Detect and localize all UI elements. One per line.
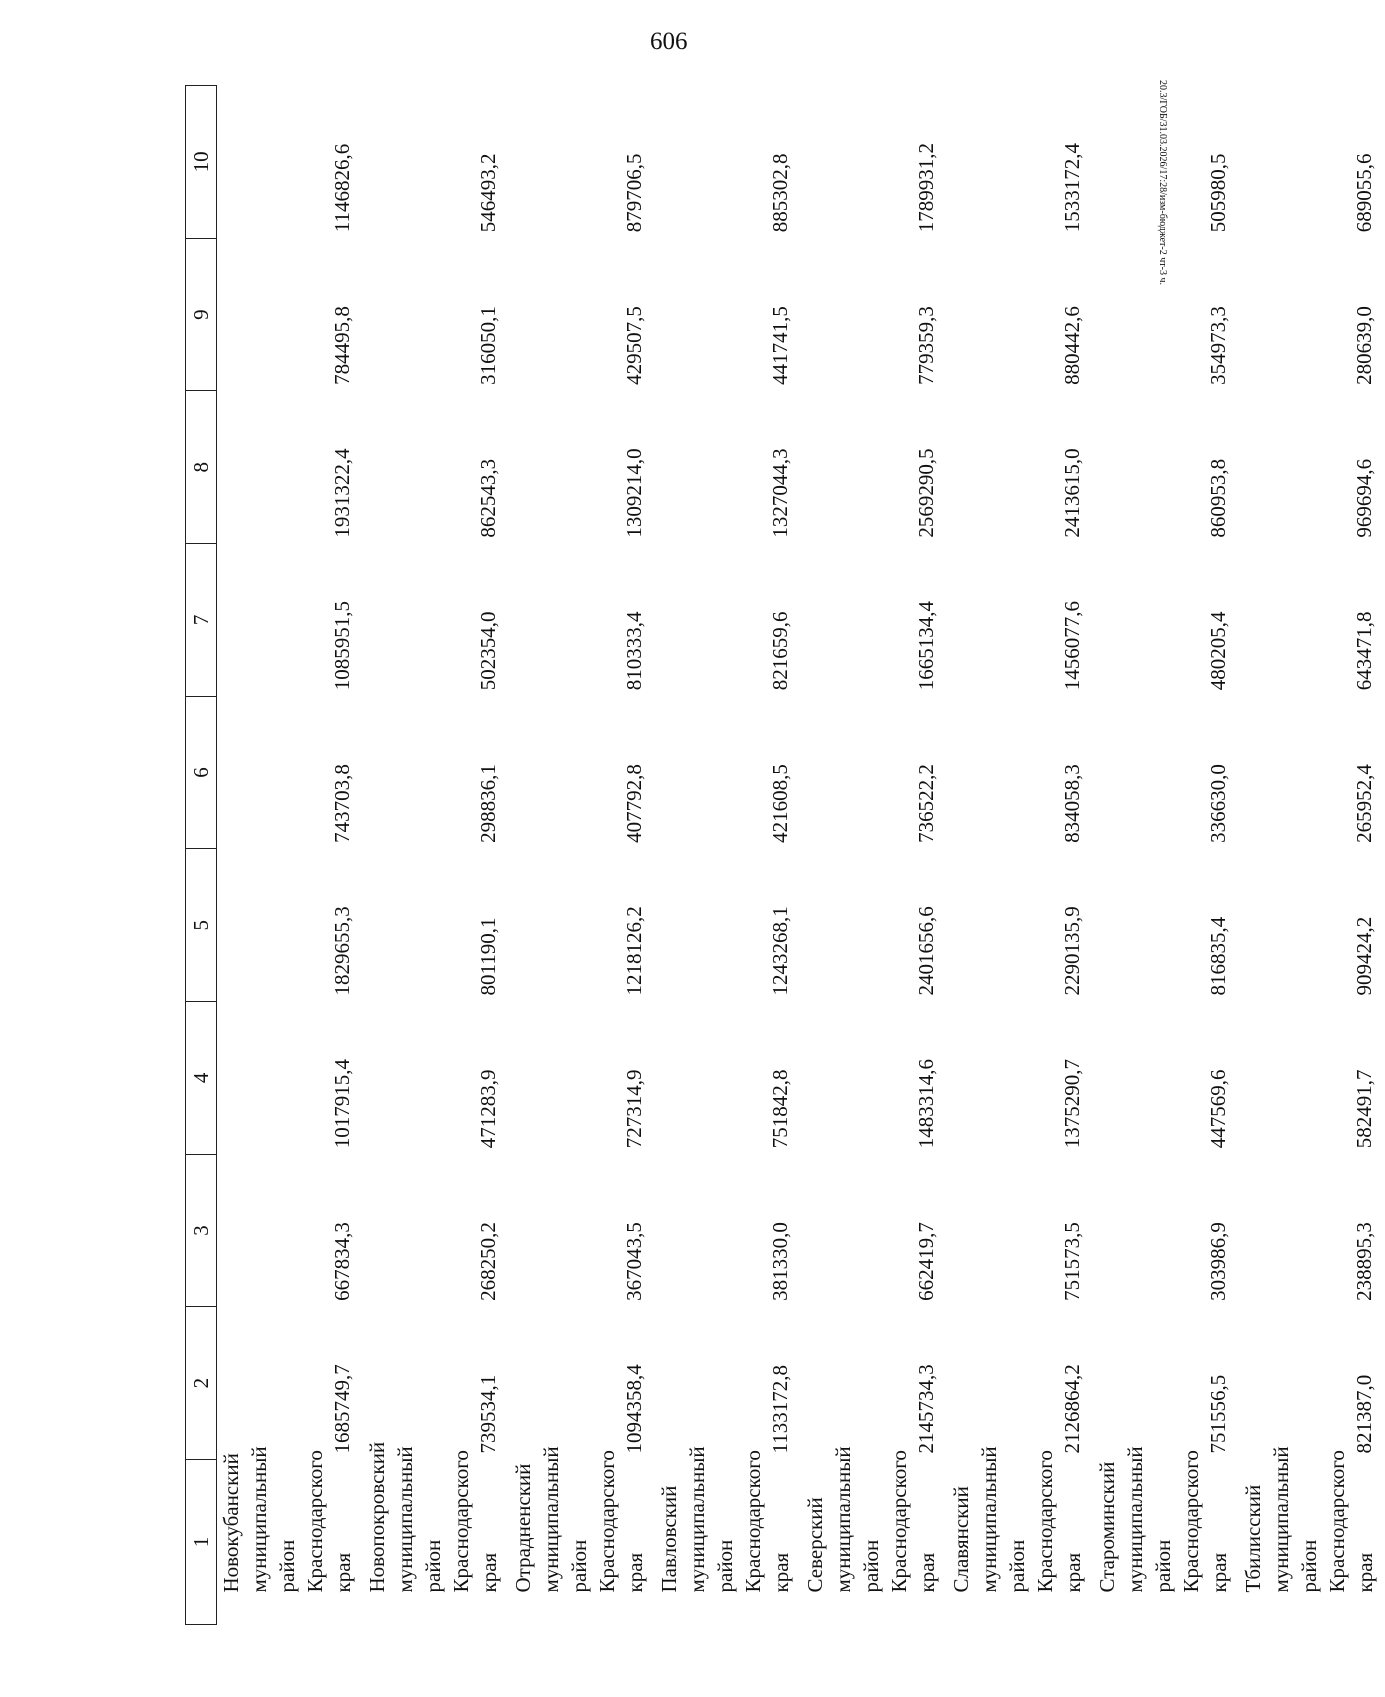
- table-cell: 1094358,4: [622, 1364, 646, 1454]
- table-cell: 447569,6: [1206, 1069, 1230, 1149]
- table-cell: 582491,7: [1352, 1069, 1376, 1149]
- table-cell: 268250,2: [476, 1222, 500, 1301]
- table-cell: 1218126,2: [622, 906, 646, 996]
- district-name: Староминский муниципальный район Краснодарского края: [1095, 1446, 1231, 1593]
- table-cell: 779359,3: [914, 306, 938, 385]
- district-name: Новопокровский муниципальный район Краснодарского края: [365, 1441, 501, 1593]
- district-name: Новокубанский муниципальный район Краснодарского края: [219, 1446, 355, 1593]
- table-row: [217, 86, 364, 1625]
- district-name: Северский муниципальный район Краснодарского края: [803, 1446, 939, 1593]
- table-cell: 2413615,0: [1060, 448, 1084, 538]
- table-cell: 801190,1: [476, 917, 500, 996]
- table-cell: 727314,9: [622, 1069, 646, 1149]
- rotated-table-sheet: [185, 85, 1377, 1625]
- table-cell: 505980,5: [1206, 153, 1230, 233]
- table-cell: 821387,0: [1352, 1374, 1376, 1454]
- table-cell: 546493,2: [476, 153, 500, 233]
- table-row: [509, 86, 655, 1625]
- table-row: [947, 86, 1093, 1625]
- table-cell: 298836,1: [476, 764, 500, 843]
- table-cell: 1685749,7: [330, 1364, 354, 1454]
- column-header: 3: [186, 1154, 217, 1307]
- table-cell: 1017915,4: [330, 1058, 354, 1149]
- table-cell: 751556,5: [1206, 1374, 1230, 1454]
- table-cell: 336630,0: [1206, 764, 1230, 843]
- table-cell: 280639,0: [1352, 306, 1376, 385]
- table-cell: 1483314,6: [914, 1058, 938, 1149]
- table-cell: 862543,3: [476, 458, 500, 538]
- table-cell: 381330,0: [768, 1222, 792, 1301]
- table-row: [655, 86, 801, 1625]
- district-name: Павловский муниципальный район Краснодарского края: [657, 1446, 793, 1593]
- table-cell: 429507,5: [622, 306, 646, 385]
- column-header: 4: [186, 1002, 217, 1155]
- table-cell: 879706,5: [622, 153, 646, 233]
- table-cell: 367043,5: [622, 1222, 646, 1301]
- table-cell: 502354,0: [476, 611, 500, 691]
- table-row: [363, 86, 509, 1625]
- column-header: 7: [186, 544, 217, 697]
- table-cell: 751573,5: [1060, 1222, 1084, 1301]
- table-cell: 816835,4: [1206, 916, 1230, 996]
- table-cell: 689055,6: [1352, 153, 1376, 233]
- table-cell: 885302,8: [768, 153, 792, 233]
- table-row: [1239, 86, 1385, 1625]
- table-cell: 1309214,0: [622, 448, 646, 538]
- table-cell: 739534,1: [476, 1374, 500, 1454]
- table-cell: 480205,4: [1206, 611, 1230, 691]
- table-cell: 969694,6: [1352, 458, 1376, 538]
- column-header: 1: [186, 1460, 217, 1625]
- table-cell: 821659,6: [768, 611, 792, 691]
- table-cell: 1375290,7: [1060, 1058, 1084, 1149]
- table-cell: 751842,8: [768, 1069, 792, 1149]
- column-header: 8: [186, 391, 217, 544]
- table-cell: 880442,6: [1060, 306, 1084, 385]
- table-cell: 667834,3: [330, 1222, 354, 1301]
- district-name: Тбилисский муниципальный район Краснодарского края: [1241, 1446, 1377, 1593]
- document-stamp: 20.3/ГОБ/31.03.2026/17:28/изм-бюджет-2 чт-3 ч.: [1157, 80, 1168, 286]
- table-cell: 303986,9: [1206, 1222, 1230, 1301]
- table-cell: 810333,4: [622, 611, 646, 691]
- table-cell: 2401656,6: [914, 906, 938, 996]
- table-cell: 421608,5: [768, 764, 792, 843]
- table-cell: 743703,8: [330, 764, 354, 843]
- table-cell: 1133172,8: [768, 1365, 792, 1454]
- district-name: Славянский муниципальный район Краснодарского края: [949, 1446, 1085, 1593]
- table-cell: 662419,7: [914, 1222, 938, 1301]
- table-cell: 1085951,5: [330, 600, 354, 691]
- table-cell: 860953,8: [1206, 458, 1230, 538]
- table-cell: 909424,2: [1352, 916, 1376, 996]
- table-row: [801, 86, 947, 1625]
- budget-table: [185, 85, 1385, 1625]
- table-cell: 736522,2: [914, 764, 938, 843]
- column-header: 10: [186, 86, 217, 239]
- column-header: 6: [186, 696, 217, 849]
- table-cell: 2569290,5: [914, 448, 938, 538]
- table-cell: 441741,5: [768, 306, 792, 385]
- header-row: [186, 86, 217, 1625]
- column-header: 2: [186, 1307, 217, 1460]
- table-cell: 2126864,2: [1060, 1364, 1084, 1454]
- table-cell: 265952,4: [1352, 764, 1376, 843]
- table-cell: 354973,3: [1206, 306, 1230, 385]
- table-cell: 1789931,2: [914, 143, 938, 233]
- table-cell: 1146826,6: [330, 143, 354, 233]
- district-name: Отрадненский муниципальный район Краснодарского края: [511, 1446, 647, 1593]
- table-cell: 1243268,1: [768, 906, 792, 996]
- table-cell: 643471,8: [1352, 611, 1376, 691]
- table-cell: 2290135,9: [1060, 906, 1084, 996]
- column-header: 5: [186, 849, 217, 1002]
- column-header: 9: [186, 238, 217, 391]
- table-row: [1093, 86, 1239, 1625]
- table-cell: 316050,1: [476, 306, 500, 385]
- table-cell: 238895,3: [1352, 1222, 1376, 1301]
- table-cell: 471283,9: [476, 1069, 500, 1149]
- table-cell: 834058,3: [1060, 764, 1084, 843]
- table-cell: 1931322,4: [330, 448, 354, 538]
- page-number: 606: [650, 28, 688, 55]
- table-cell: 2145734,3: [914, 1364, 938, 1454]
- table-cell: 1456077,6: [1060, 600, 1084, 691]
- table-cell: 407792,8: [622, 764, 646, 843]
- table-cell: 784495,8: [330, 306, 354, 385]
- table-cell: 1327044,3: [768, 448, 792, 538]
- table-cell: 1665134,4: [914, 600, 938, 691]
- table-cell: 1533172,4: [1060, 143, 1084, 233]
- table-cell: 1829655,3: [330, 906, 354, 996]
